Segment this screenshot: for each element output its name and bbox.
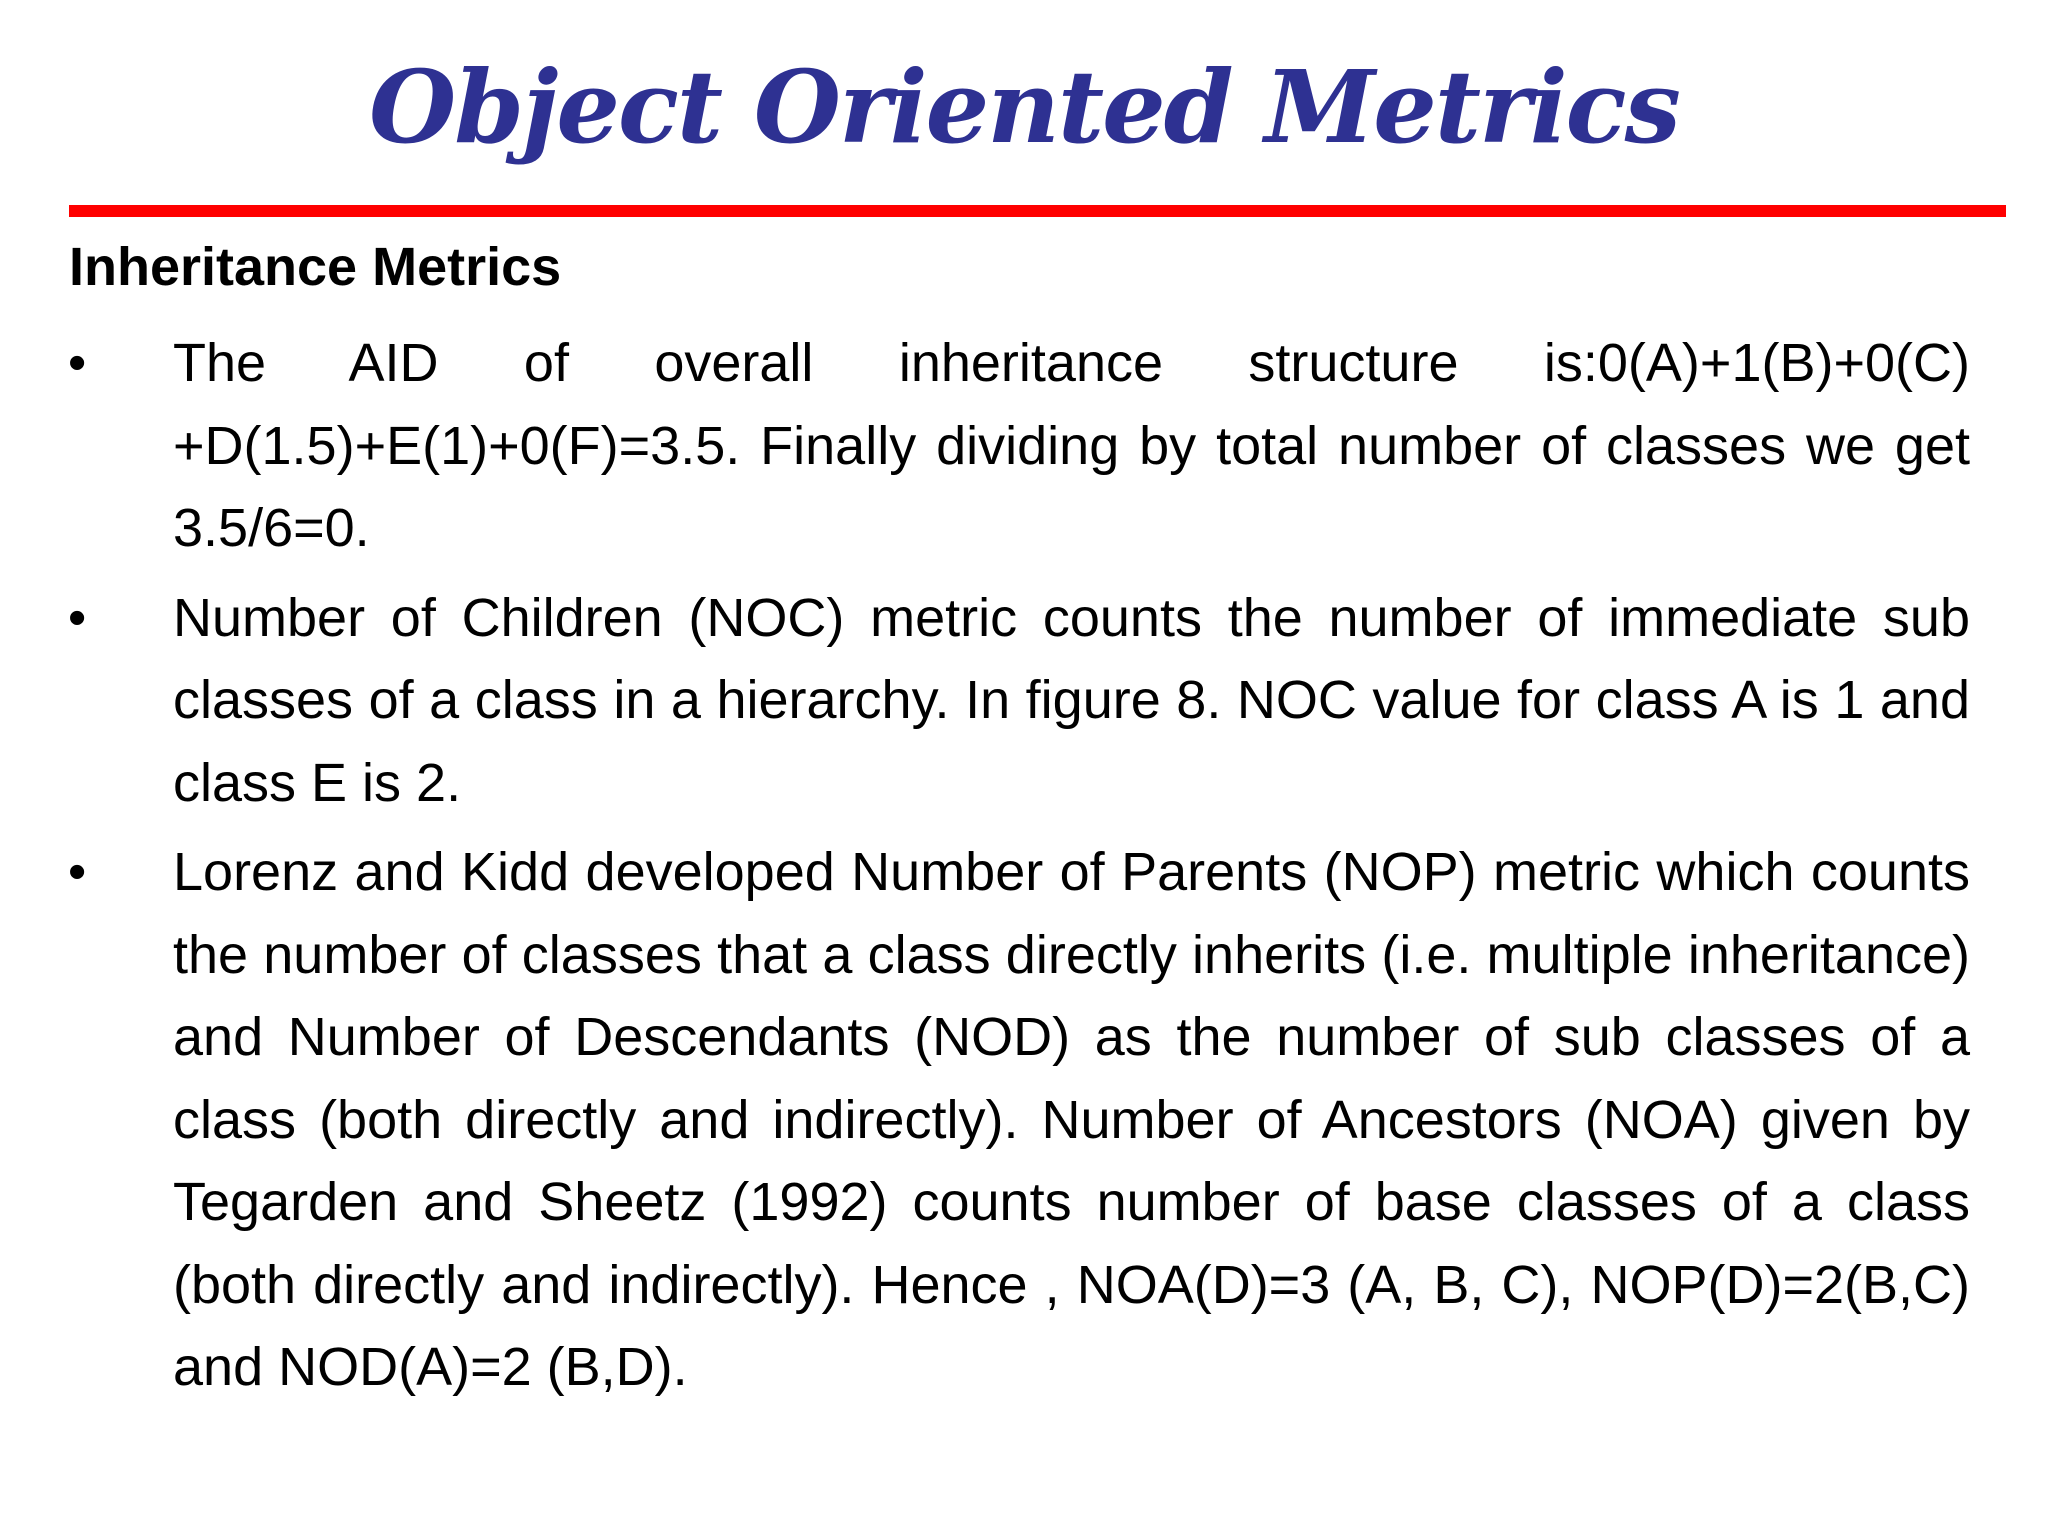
bullet-icon: • — [68, 334, 87, 392]
bullet-item-noc — [0, 577, 2048, 825]
slide-title: Object Oriented Metrics — [369, 48, 1679, 166]
bullet-text: The AID of overall inheritance structure is:0(A)+1(B)+0(C) +D(1.5)+E(1)+0(F)=3.5. Finally dividing by total number of classes we get 3.5/6=0. — [173, 333, 1970, 558]
bullet-text: Number of Children (NOC) metric counts the number of immediate sub classes of a class in a hierarchy. In figure 8. NOC value for class A is 1 and class E is 2. — [173, 587, 1970, 813]
bullet-list — [0, 322, 2048, 1416]
title-divider — [69, 205, 2006, 217]
bullet-item-nop-nod-noa — [0, 831, 2048, 1409]
section-heading: Inheritance Metrics — [69, 237, 562, 297]
bullet-item-aid — [0, 322, 2048, 570]
bullet-icon: • — [68, 588, 87, 647]
bullet-text: Lorenz and Kidd developed Number of Parents (NOP) metric which counts the number of classes that a class directly inherits (i.e. multiple inheritance) and Number of Descendants (NOD) as the number of sub classes of a class (both directly and indirectly). Number of Ancestors (NOA) given by Tegarden and Sheetz (1992) counts number of base classes of a class (both directly and indirectly). Hence , NOA(D)=3 (A, B, C), NOP(D)=2(B,C) and NOD(A)=2 (B,D). — [173, 842, 1970, 1397]
bullet-icon: • — [68, 843, 87, 901]
